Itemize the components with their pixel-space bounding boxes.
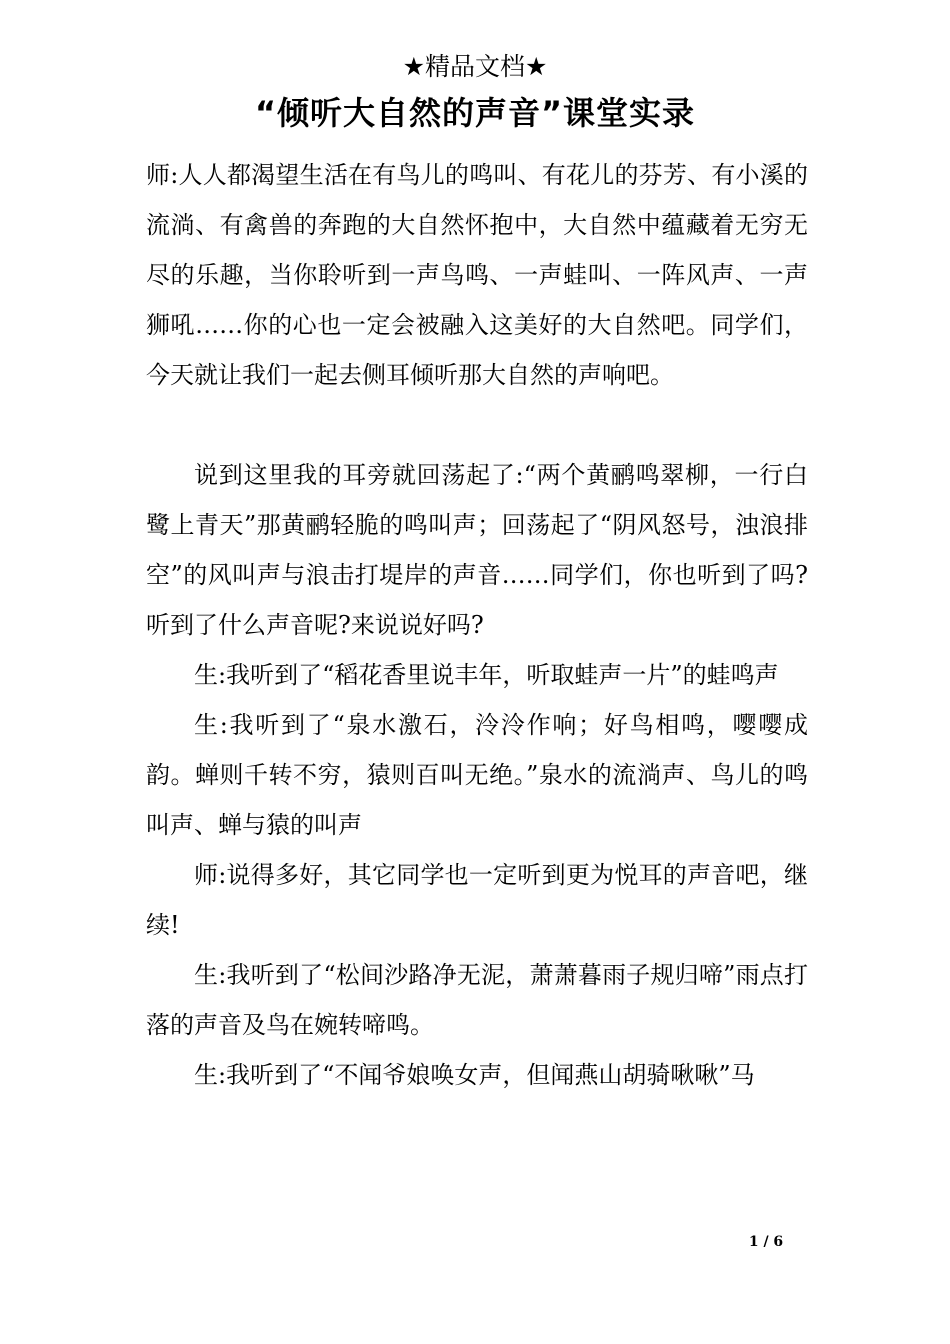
paragraph-student-3: 生:我听到了“松间沙路净无泥，萧萧暮雨子规归啼”雨点打落的声音及鸟在婉转啼鸣。 xyxy=(146,961,808,1039)
paragraph-teacher-2: 师:说得多好，其它同学也一定听到更为悦耳的声音吧，继续! xyxy=(146,861,808,939)
paragraph-narration: 说到这里我的耳旁就回荡起了:“两个黄鹂鸣翠柳，一行白鹭上青天”那黄鹂轻脆的鸣叫声；回荡起了“阴风怒号，浊浪排空”的风叫声与浪击打堤岸的声音……同学们，你也听到了吗?听到了什么声音呢?来说说好吗? xyxy=(146,461,808,639)
paragraph-teacher-intro: 师:人人都渴望生活在有鸟儿的鸣叫、有花儿的芬芳、有小溪的流淌、有禽兽的奔跑的大自然怀抱中，大自然中蕴藏着无穷无尽的乐趣，当你聆听到一声鸟鸣、一声蛙叫、一阵风声、一声狮吼……你的心也一定会被融入这美好的大自然吧。同学们，今天就让我们一起去侧耳倾听那大自然的声响吧。 xyxy=(146,161,808,389)
paragraph-student-1: 生:我听到了“稻花香里说丰年，听取蛙声一片”的蛙鸣声 xyxy=(194,661,779,689)
page-number: 1 / 6 xyxy=(748,1234,784,1250)
document-title: “倾听大自然的声音”课堂实录 xyxy=(254,94,696,132)
paragraph-student-2: 生:我听到了“泉水激石，泠泠作响；好鸟相鸣，嘤嘤成韵。蝉则千转不穷，猿则百叫无绝。”泉水的流淌声、鸟儿的鸣叫声、蝉与猿的叫声 xyxy=(146,711,808,839)
paragraph-student-4: 生:我听到了“不闻爷娘唤女声，但闻燕山胡骑啾啾”马 xyxy=(194,1061,755,1089)
header-mark: ★精品文档★ xyxy=(402,52,548,81)
document-body xyxy=(146,150,808,1100)
